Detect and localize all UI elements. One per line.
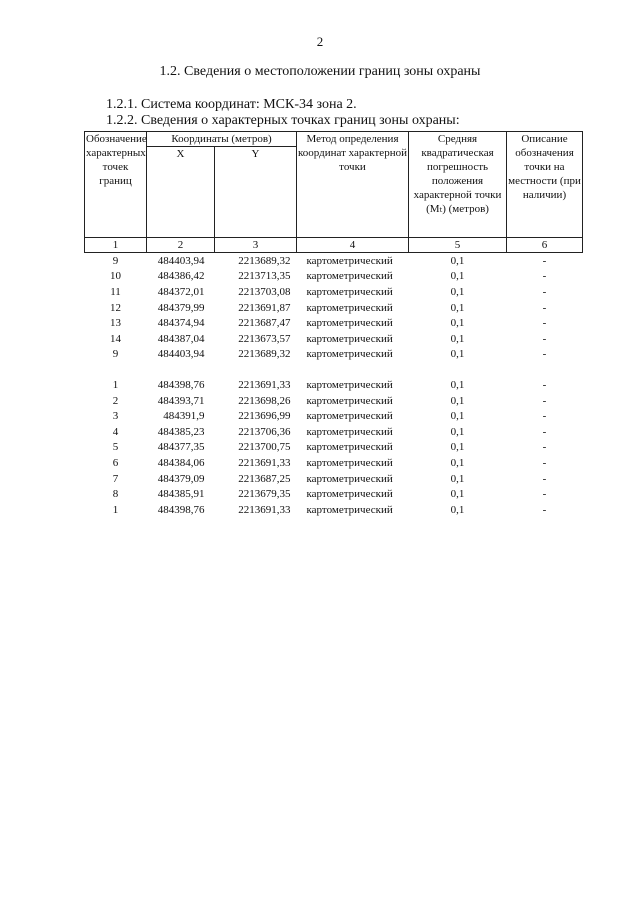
- coordinate-system-line: 1.2.1. Система координат: МСК-34 зона 2.: [106, 97, 357, 112]
- error-cell: 0,1: [450, 378, 465, 391]
- table-row: [85, 455, 583, 471]
- x-cell: 484391,9: [163, 410, 205, 423]
- description-cell: -: [542, 456, 547, 469]
- method-cell: картометрический: [306, 348, 393, 361]
- method-cell: картометрический: [306, 254, 393, 267]
- point-cell: 10: [110, 270, 121, 283]
- method-cell: картометрический: [306, 394, 393, 407]
- y-cell: 2213689,32: [238, 254, 291, 267]
- description-cell: -: [542, 317, 547, 330]
- x-cell: 484385,91: [157, 488, 205, 501]
- header-description: Описание обозначения точки на местности (при наличии): [507, 132, 583, 238]
- column-number: 6: [507, 238, 583, 253]
- y-cell: 2213691,33: [238, 378, 291, 391]
- error-cell: 0,1: [450, 410, 465, 423]
- table-row: [85, 502, 583, 518]
- error-cell: 0,1: [450, 332, 465, 345]
- x-cell: 484385,23: [157, 425, 205, 438]
- method-cell: картометрический: [306, 425, 393, 438]
- error-cell: 0,1: [450, 441, 465, 454]
- characteristic-points-heading: 1.2.2. Сведения о характерных точках границ зоны охраны:: [106, 113, 460, 128]
- table-row: [85, 471, 583, 487]
- error-cell: 0,1: [450, 472, 465, 485]
- x-cell: 484393,71: [157, 394, 205, 407]
- spacer-row: [85, 362, 583, 377]
- description-cell: -: [542, 378, 547, 391]
- error-cell: 0,1: [450, 317, 465, 330]
- error-cell: 0,1: [450, 285, 465, 298]
- page-number: 2: [316, 34, 324, 49]
- description-cell: -: [542, 301, 547, 314]
- point-cell: 6: [112, 456, 119, 469]
- point-cell: 1: [112, 378, 119, 391]
- header-error: Средняя квадратическая погрешность положения характерной точки (Mₜ) (метров): [409, 132, 507, 238]
- section-title: 1.2. Сведения о местоположении границ зоны охраны: [159, 64, 481, 79]
- column-number: 4: [297, 238, 409, 253]
- method-cell: картометрический: [306, 503, 393, 516]
- point-cell: 5: [112, 441, 119, 454]
- x-cell: 484379,99: [157, 301, 205, 314]
- error-cell: 0,1: [450, 488, 465, 501]
- description-cell: -: [542, 270, 547, 283]
- method-cell: картометрический: [306, 441, 393, 454]
- y-cell: 2213679,35: [238, 488, 291, 501]
- description-cell: -: [542, 332, 547, 345]
- error-cell: 0,1: [450, 348, 465, 361]
- y-cell: 2213691,33: [238, 503, 291, 516]
- y-cell: 2213703,08: [238, 285, 291, 298]
- point-cell: 13: [110, 317, 121, 330]
- table-row: [85, 315, 583, 331]
- point-cell: 11: [110, 285, 121, 298]
- point-cell: 8: [112, 488, 119, 501]
- point-cell: 9: [112, 254, 119, 267]
- table-row: [85, 347, 583, 363]
- header-x: X: [147, 147, 215, 238]
- method-cell: картометрический: [306, 488, 393, 501]
- table-row: [85, 377, 583, 393]
- column-number: 2: [147, 238, 215, 253]
- y-cell: 2213687,47: [238, 317, 291, 330]
- y-cell: 2213689,32: [238, 348, 291, 361]
- table-row: [85, 440, 583, 456]
- description-cell: -: [542, 285, 547, 298]
- error-cell: 0,1: [450, 301, 465, 314]
- point-cell: 3: [112, 410, 119, 423]
- x-cell: 484403,94: [157, 348, 205, 361]
- description-cell: -: [542, 410, 547, 423]
- method-cell: картометрический: [306, 410, 393, 423]
- error-cell: 0,1: [450, 503, 465, 516]
- point-cell: 14: [110, 332, 121, 345]
- y-cell: 2213698,26: [238, 394, 291, 407]
- coordinates-table: [84, 131, 583, 518]
- point-cell: 7: [112, 472, 119, 485]
- x-cell: 484379,09: [157, 472, 205, 485]
- method-cell: картометрический: [306, 456, 393, 469]
- description-cell: -: [542, 254, 547, 267]
- table-body-contour-2: [85, 377, 583, 517]
- column-number: 5: [409, 238, 507, 253]
- method-cell: картометрический: [306, 285, 393, 298]
- point-cell: 12: [110, 301, 121, 314]
- table-row: [85, 331, 583, 347]
- error-cell: 0,1: [450, 270, 465, 283]
- y-cell: 2213713,35: [238, 270, 291, 283]
- point-cell: 1: [112, 503, 119, 516]
- x-cell: 484398,76: [157, 378, 205, 391]
- method-cell: картометрический: [306, 317, 393, 330]
- error-cell: 0,1: [450, 394, 465, 407]
- description-cell: -: [542, 348, 547, 361]
- description-cell: -: [542, 472, 547, 485]
- y-cell: 2213691,87: [238, 301, 291, 314]
- x-cell: 484386,42: [157, 270, 205, 283]
- table-row: [85, 269, 583, 285]
- table-row: [85, 486, 583, 502]
- header-y: Y: [215, 147, 297, 238]
- description-cell: -: [542, 394, 547, 407]
- x-cell: 484398,76: [157, 503, 205, 516]
- table-row: [85, 408, 583, 424]
- method-cell: картометрический: [306, 378, 393, 391]
- x-cell: 484403,94: [157, 254, 205, 267]
- method-cell: картометрический: [306, 332, 393, 345]
- column-number: 1: [85, 238, 147, 253]
- error-cell: 0,1: [450, 456, 465, 469]
- x-cell: 484387,04: [157, 332, 205, 345]
- header-point: Обозначение характерных точек границ: [85, 132, 147, 238]
- table-row: [85, 300, 583, 316]
- description-cell: -: [542, 441, 547, 454]
- description-cell: -: [542, 425, 547, 438]
- header-coordinates: Координаты (метров): [147, 132, 297, 147]
- x-cell: 484372,01: [157, 285, 205, 298]
- y-cell: 2213687,25: [238, 472, 291, 485]
- column-number-row: [85, 238, 583, 253]
- x-cell: 484377,35: [157, 441, 205, 454]
- table-row: [85, 424, 583, 440]
- table-row: [85, 393, 583, 409]
- method-cell: картометрический: [306, 472, 393, 485]
- y-cell: 2213673,57: [238, 332, 291, 345]
- y-cell: 2213700,75: [238, 441, 291, 454]
- table-body-contour-1: [85, 253, 583, 363]
- x-cell: 484374,94: [157, 317, 205, 330]
- table-row: [85, 284, 583, 300]
- x-cell: 484384,06: [157, 456, 205, 469]
- table-row: [85, 253, 583, 269]
- point-cell: 4: [112, 425, 119, 438]
- y-cell: 2213706,36: [238, 425, 291, 438]
- y-cell: 2213696,99: [238, 410, 291, 423]
- description-cell: -: [542, 503, 547, 516]
- method-cell: картометрический: [306, 301, 393, 314]
- column-number: 3: [215, 238, 297, 253]
- point-cell: 2: [112, 394, 119, 407]
- error-cell: 0,1: [450, 254, 465, 267]
- y-cell: 2213691,33: [238, 456, 291, 469]
- header-method: Метод определения координат характерной точки: [297, 132, 409, 238]
- method-cell: картометрический: [306, 270, 393, 283]
- point-cell: 9: [112, 348, 119, 361]
- description-cell: -: [542, 488, 547, 501]
- error-cell: 0,1: [450, 425, 465, 438]
